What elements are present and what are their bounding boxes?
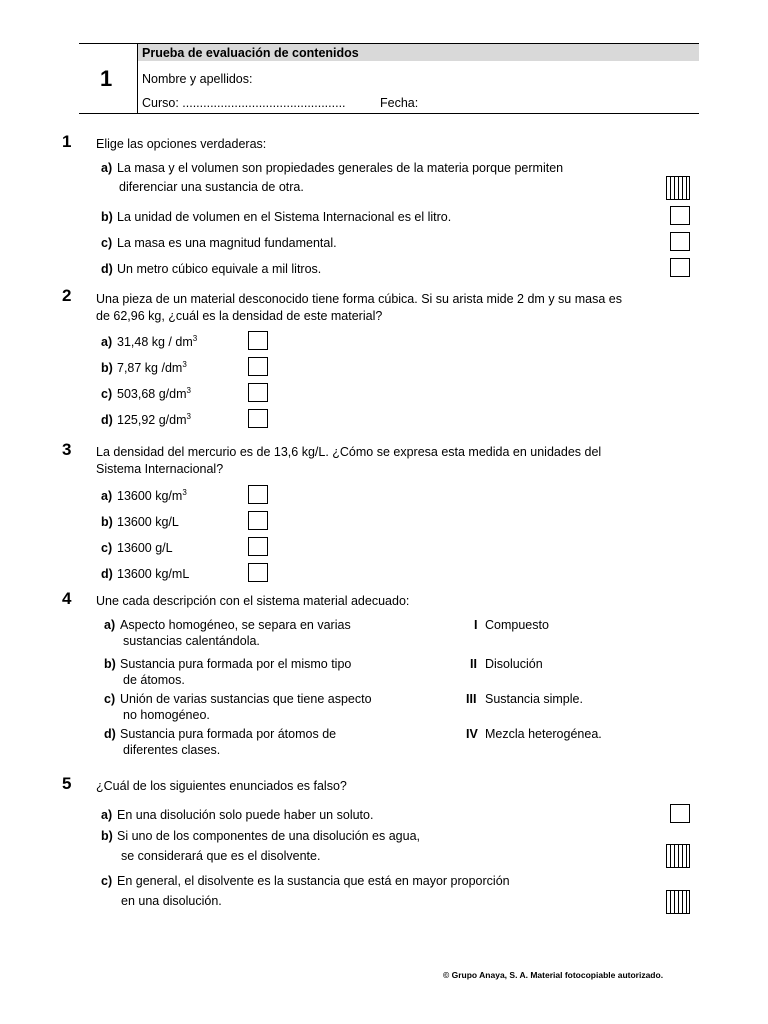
q2-option-letter: d)	[101, 413, 113, 427]
q3-b-checkbox[interactable]	[248, 511, 268, 530]
q2-option-text: 125,92 $g/dm^3$	[117, 411, 191, 427]
q2-d-checkbox[interactable]	[248, 409, 268, 428]
q1-option-text: Un metro cúbico equivale a mil litros.	[117, 262, 322, 276]
name-label: Nombre y apellidos:	[142, 72, 253, 86]
q4-right-text: Disolución	[485, 657, 543, 671]
q4-right-text: Mezcla heterogénea.	[485, 727, 602, 741]
question-3-number: 3	[62, 440, 72, 459]
q2-option-letter: c)	[101, 387, 113, 401]
page-title: Prueba de evaluación de contenidos	[142, 46, 359, 60]
q1-option-letter: c)	[101, 236, 113, 250]
course-label: Curso: ...............................................	[142, 96, 346, 110]
q1-b-checkbox[interactable]	[670, 206, 690, 225]
question-3-prompt: Sistema Internacional?	[96, 462, 224, 476]
q5-option-text: en una disolución.	[121, 894, 222, 908]
q5-option-text: En una disolución solo puede haber un soluto.	[117, 808, 374, 822]
q5-option-text: se considerará que es el disolvente.	[121, 849, 321, 863]
q4-right-text: Sustancia simple.	[485, 692, 583, 706]
q1-c-checkbox[interactable]	[670, 232, 690, 251]
q2-b-checkbox[interactable]	[248, 357, 268, 376]
q4-left-text: Unión de varias sustancias que tiene aspecto	[120, 692, 372, 706]
unit-number: 1	[100, 66, 113, 91]
question-5-number: 5	[62, 774, 72, 793]
q3-option-text: 13600 kg/mL	[117, 567, 190, 581]
q4-left-text: Sustancia pura formada por el mismo tipo	[120, 657, 352, 671]
q4-left-text: de átomos.	[123, 673, 185, 687]
q5-b-checkbox[interactable]	[666, 844, 690, 868]
q4-left-letter: d)	[104, 727, 116, 741]
q5-option-letter: b)	[101, 829, 113, 843]
q1-option-letter: a)	[101, 161, 113, 175]
q5-option-text: En general, el disolvente es la sustancia que está en mayor proporción	[117, 874, 510, 888]
q2-a-checkbox[interactable]	[248, 331, 268, 350]
header-bottom-rule	[79, 113, 699, 114]
q2-option-text: 7,87 kg $/dm^3$	[117, 359, 187, 375]
q5-a-checkbox[interactable]	[670, 804, 690, 823]
q5-option-text: Si uno de los componentes de una disolución es agua,	[117, 829, 420, 843]
q1-d-checkbox[interactable]	[670, 258, 690, 277]
q5-option-letter: a)	[101, 808, 113, 822]
q1-option-letter: b)	[101, 210, 113, 224]
question-4-number: 4	[62, 589, 72, 608]
q2-option-letter: b)	[101, 361, 113, 375]
q2-option-text: 31,48 kg / $dm^3$	[117, 333, 198, 349]
q3-option-letter: c)	[101, 541, 113, 555]
question-4-prompt: Une cada descripción con el sistema material adecuado:	[96, 594, 410, 608]
q1-option-text: La masa es una magnitud fundamental.	[117, 236, 337, 250]
question-5-prompt: ¿Cuál de los siguientes enunciados es falso?	[96, 779, 347, 793]
q3-option-text: 13600 g/L	[117, 541, 173, 555]
question-1-prompt: Elige las opciones verdaderas:	[96, 137, 267, 151]
q4-left-text: Sustancia pura formada por átomos de	[120, 727, 337, 741]
q1-option-text: diferenciar una sustancia de otra.	[119, 180, 304, 194]
question-1-number: 1	[62, 132, 72, 151]
q4-right-roman: III	[466, 692, 477, 706]
question-3-prompt: La densidad del mercurio es de 13,6 kg/L. ¿Cómo se expresa esta medida en unidades del	[96, 445, 602, 459]
q3-option-letter: d)	[101, 567, 113, 581]
q5-c-checkbox[interactable]	[666, 890, 690, 914]
q4-left-text: sustancias calentándola.	[123, 634, 260, 648]
q3-d-checkbox[interactable]	[248, 563, 268, 582]
q4-right-roman: II	[470, 657, 477, 671]
q4-left-letter: b)	[104, 657, 116, 671]
q4-right-text: Compuesto	[485, 618, 549, 632]
q4-left-text: diferentes clases.	[123, 743, 221, 757]
q3-option-text: 13600 kg/L	[117, 515, 179, 529]
q2-option-letter: a)	[101, 335, 113, 349]
question-2-prompt: de 62,96 kg, ¿cuál es la densidad de este material?	[96, 309, 383, 323]
q4-left-text: Aspecto homogéneo, se separa en varias	[120, 618, 351, 632]
q3-option-text: 13600 $kg/m^3$	[117, 487, 187, 503]
q5-option-letter: c)	[101, 874, 113, 888]
q2-option-text: 503,68 $g/dm^3$	[117, 385, 191, 401]
question-2-number: 2	[62, 286, 72, 305]
q3-a-checkbox[interactable]	[248, 485, 268, 504]
q2-c-checkbox[interactable]	[248, 383, 268, 402]
q4-left-text: no homogéneo.	[123, 708, 210, 722]
q1-option-letter: d)	[101, 262, 113, 276]
q1-option-text: La unidad de volumen en el Sistema Internacional es el litro.	[117, 210, 452, 224]
q4-left-letter: c)	[104, 692, 116, 706]
footer-copyright: © Grupo Anaya, S. A. Material fotocopiable autorizado.	[443, 970, 664, 980]
date-label: Fecha:	[380, 96, 419, 110]
q1-a-checkbox[interactable]	[666, 176, 690, 200]
q3-option-letter: b)	[101, 515, 113, 529]
q3-c-checkbox[interactable]	[248, 537, 268, 556]
q4-right-roman: IV	[466, 727, 478, 741]
question-2-prompt: Una pieza de un material desconocido tiene forma cúbica. Si su arista mide 2 dm y su masa es	[96, 292, 622, 306]
q1-option-text: La masa y el volumen son propiedades generales de la materia porque permiten	[117, 161, 564, 175]
q3-option-letter: a)	[101, 489, 113, 503]
q4-left-letter: a)	[104, 618, 116, 632]
q4-right-roman: I	[474, 618, 478, 632]
